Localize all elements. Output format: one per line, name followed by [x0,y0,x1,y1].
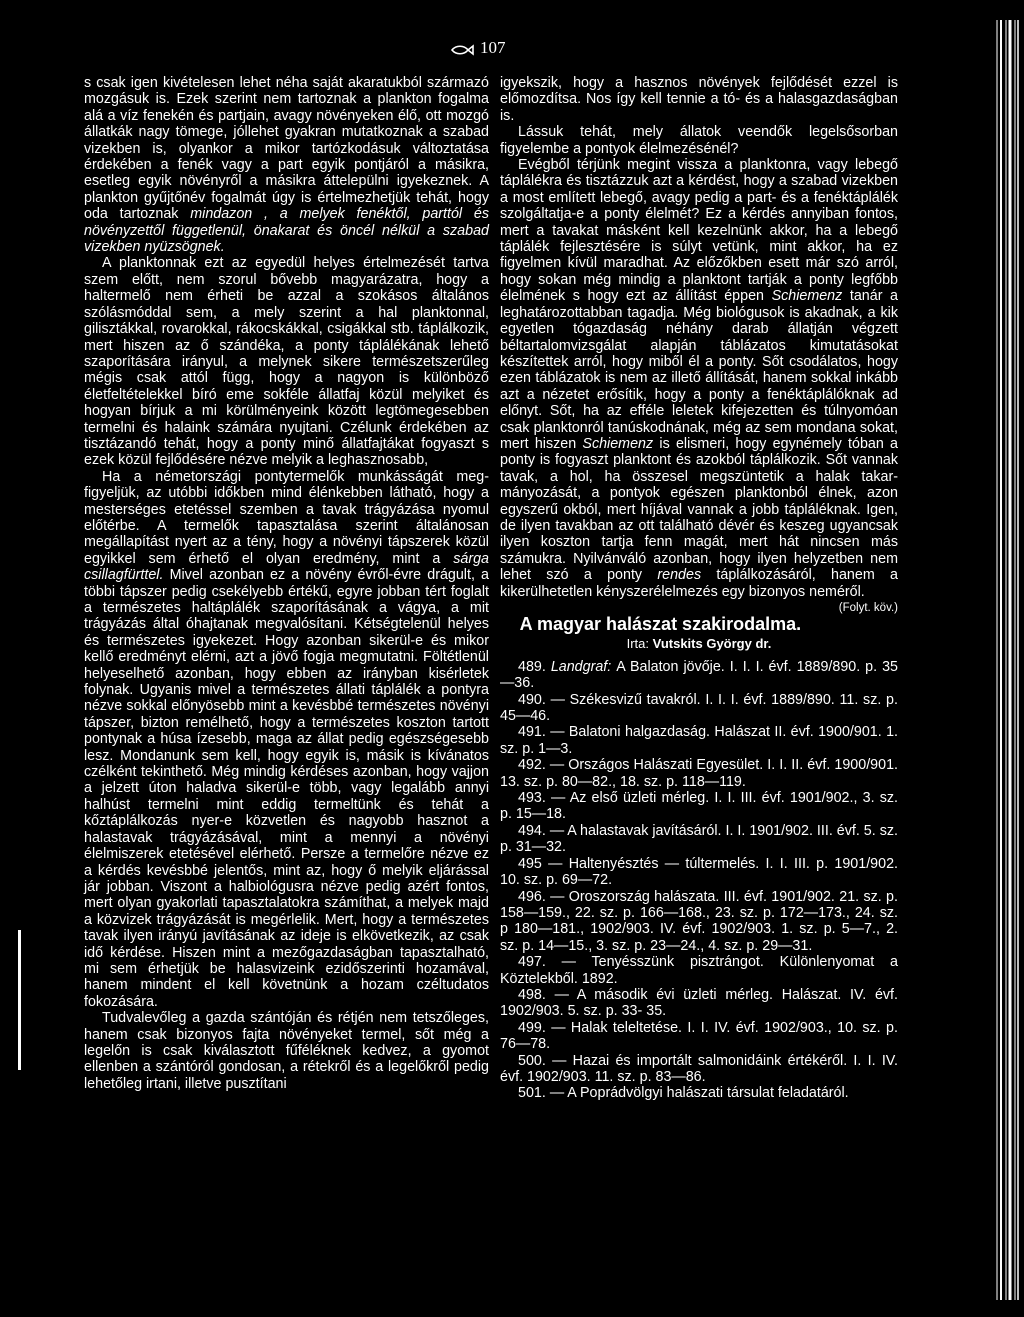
bibliography-entry: 495 — Haltenyésztés — túltermelés. I. I. III. p. 1901/902. 10. sz. p. 69—72. [500,855,898,889]
page-header [70,38,900,62]
continued-note: (Folyt. köv.) [838,602,898,614]
page-number: 107 [480,38,506,57]
bibliography-entry: 491. — Balatoni halgazdaság. Halászat II. évf. 1900/901. 1. sz. p. 1—3. [500,724,898,757]
page-edge-lines [994,20,1020,1300]
paragraph: s csak igen kivételesen lehet néha saját akaratukból származó mozgásuk is. Ezek szerint nem tartoznak a plankton fogalma alá a víz fenekén és partjain, avagy növényeken élő, ott mozgó állatkák nagy tömege, jóllehet gyakran mutatkoznak a szabad vizekben is, olyankor a mikor tartózkodásuk változtatása érdekében a fenék vagy a part egyik pontjáról a másikra, esetleg egyik növényről a másikra áttelepülni igyekeznek. A plankton gyűjtőnév fogalmát úgy is értelmezhetjük tehát, hogy oda tartoznak mindazon , a melyek fenéktől, parttól és növényzettől függetlenül, önakarat és öncél nélkül a szabad vizekben nyüzsögnek. [84,75,489,256]
paragraph: igyekszik, hogy a hasznos növények fejlődését ezzel is előmozdítsa. Nos így kell tennie a tó- és a halasgazdaságban is. [500,75,898,124]
paragraph: Tudvalevőleg a gazda szántóján és rétjén nem tetszőleges, hanem csak bizonyos fajta növényeket termel, sőt még a legelőn is csak kiválasztott fűféléknek kedvez, a gyomot ellenben a szántóról gondosan, a rétekről és a legelőkről pedig lehetőleg irtani, illetve pusztítani [84,1010,489,1092]
bibliography-entry: 494. — A halastavak javításáról. I. I. 1901/902. III. évf. 5. sz. p. 31—32. [500,822,898,856]
right-column [500,75,898,1102]
bibliography-entry: 493. — Az első üzleti mérleg. I. I. III. évf. 1901/902., 3. sz. p. 15—18. [500,790,898,823]
section-title: A magyar halászat szakirodalma. [519,614,802,634]
left-column [84,75,489,1092]
scan-artifact-line [18,930,21,1070]
bibliography-entry: 492. — Országos Halászati Egyesület. I. I. II. évf. 1900/901. 13. sz. p. 80—82., 18. sz. p. 118—119. [500,757,898,790]
bibliography-entry: 496. — Oroszország halászata. III. évf. 1901/902. 21. sz. p. 158—159., 22. sz. p. 166—168., 23. sz. p. 172—173., 24. sz. p 180—181., 1902/903. IV. évf. 1902/903. 1. sz. p. 5—7., 2. sz. p. 14—15., 3. sz. p. 23—24., 4. sz. p. 29—31. [500,888,898,954]
paragraph: Ha a németországi pontytermelők munkásságát megfigyeljük, az utóbbi időkben mind élénkebben látható, hogy a mesterséges etetéssel szemben a tavak trágyázása nyomul előtérbe. A termelők tapasztalása szerint általánosan megállapítást nyert az a tény, hogy a növényi tápszerek közül egyikkel sem érhető el olyan eredmény, mint a sárga csillagfürttel. Mivel azonban ez a növény évről-évre drágult, a többi tápszer pedig csekélyebb értékű, egyre jobban tért foglalt a természetes haltáplálék szaporításának a vágya, a mit trágyázás által óhajtanak megvalósítani. Kétségtelenül helyes és természetes igyekezet. Hogy azonban sikerül-e és mikor kellő eredményt elérni, azt a jövő fogja megmutatni. Föltétlenül helyeselhető azonban, hogy ebben az irányban kisérletek folynak. Ugyanis mivel a természetes állati táplálék a pontyra nézve sokkal előnyösebb mint a kevésbbé természetes növényi tápszer, bizton remélhető, hogy a természetes koszton tartott pontynak a húsa ízesebb, maga az állat pedig egészségesebb lesz. Mondanunk sem kell, hogy egyik is, másik is kívánatos czélként tekinthető. Még mindig kérdéses azonban, hogy vajjon a jelzett úton haladva sikerül-e több, vagy legalább annyi halhúst termelni mint eddig termeltünk és tehát a kőztáplálkozás nyer-e közvetlen és nagyobb hasznot a halastavak trágyázásával, mint a mennyi a növényi élelmiszerek etetésével elérhető. Persze a termelőre nézve ez a kérdés kevésbbé jelentős, mint az, hogy ő melyik eljárással jár jobban. Viszont a halbiológusra nézve pedig azért fontos, mert olyan gyakorlati tapasztalatokra számíthat, a melyek majd a közvizek trágyázását is megérlelik. Mert, hogy a természetes tavak ilyen irányú javításának az ideje is elkövetkezik, az csak idő kérdése. Hiszen mint a mezőgazdaságban tapasztalható, mi sem érhetjük be halasvizeink ezidőszerinti hozamával, hanem mindent el kell követnünk a hozam czéltudatos fokozására. [84,468,489,1010]
bibliography-entry: 497. — Tenyésszünk pisztrángot. Különlenyomat a Köztelekből. 1892. [500,954,898,987]
paragraph: Evégből térjünk megint vissza a planktonra, vagy lebegő táplálékra és tisztázzuk azt a kérdést, hogy a szabad vizekben a most említett lebegő, avagy pedig a part- és a fenéktáplálék szolgáltatja-e a ponty élelmét? Ez a kérdés annyiban fontos, mert a tavakat másként kell kezelnünk akkor, ha a lebegő táplálék fejlesztésére is súlyt vetünk, mint akkor, ha ez figyelmen kívül maradhat. Az előzőkben esett már szó arról, hogy sokan még mindig a planktont tartják a ponty legfőbb élelmének s hogy ezt az állítást éppen Schiemenz tanár a leghatározottabban tagadja. Még biológusok is akadnak, a kik egyetlen tógazdaság néhány darab állatján végzett béltartalomvizsgálat alapján táblázatos kimutatásokat készítettek arról, hogy miből él a ponty. Sőt csodálatos, hogy ezen táblázatok is nem az illető állítását, hanem sokkal inkább azt a nézetet erősítik, hogy a ponty a fenéktáplálóknak ad előnyt. Sőt, ha az efféle leletek kifejezetten és túlnyomóan csak planktonról tanúskodnának, még az sem mondana sokat, mert hiszen Schiemenz is elismeri, hogy egynémely tóban a ponty is fogyaszt planktont és azokból táplálkozik. Sőt vannak tavak, a hol, ha összesel megszüntetik a halak takarmányozását, a pontyok egészen planktonból élnek, azon egyszerű okból, mert híjával vannak a jobb tápláléknak. Igen, de ilyen tavakban az ott található dévér és keszeg ugyancsak ilyen koszton tartja fenn magát, mert hát nincsen más számukra. Nyilvánváló azonban, hogy ilyen helyzetben nem lehet szó a ponty rendes táplálkozásáról, hanem a kikerülhetetlen kényszerélelmezés egy bizonyos neméről. (Folyt. köv.) [500,157,898,600]
bibliography-entry: 500. — Hazai és importált salmonidáink értékéről. I. I. IV. évf. 1902/903. 11. sz. p. 83—86. [500,1052,898,1085]
bibliography-list [500,659,898,1102]
bibliography-entry: 489. Landgraf: A Balaton jövője. I. I. I. évf. 1889/890. p. 35—36. [500,658,898,692]
section-author: Irta: Vutskits György dr. [626,636,772,652]
bibliography-entry: 499. — Halak teleltetése. I. I. IV. évf. 1902/903., 10. sz. p. 76—78. [500,1019,898,1053]
fish-icon [450,44,474,56]
bibliography-entry: 498. — A második évi üzleti mérleg. Halászat. IV. évf. 1902/903. 5. sz. p. 33- 35. [500,986,898,1020]
paragraph: Lássuk tehát, mely állatok veendők legelsősorban figyelembe a pontyok élelmezésénél? [500,124,898,157]
bibliography-entry: 490. — Székesvizű tavakról. I. I. I. évf. 1889/890. 11. sz. p. 45—46. [500,691,898,725]
paragraph: A planktonnak ezt az egyedül helyes értelmezését tartva szem előtt, nem szorul bővebb magyarázatra, hogy a haltermelő nem érheti be azzal a szokásos általános szólásmóddal sem, a mely szerint a hal planktonnal, gilisztákkal, rovarokkal, rákocskákkal, csigákkal stb. táplálkozik, mert hiszen az ő szándéka, a ponty táplálékának lehető szaporítására irányul, a melynek sikere természetszerűleg mégis csak attól függ, hogy a nagyon is különböző életfeltételekkel bíró eme sokféle állatfaj közül melyiket és hogyan bírjuk a mi körülményeink között legtömegesebben termelni és halaink számára nyujtani. Czélunk érdekében az tisztázandó tehát, hogy a ponty minő állatfajtákat fogyaszt s ezek közül fejlődésére nézve melyik a leghasznosabb, [84,255,489,469]
bibliography-entry: 501. — A Poprádvölgyi halászati társulat feladatáról. [518,1085,849,1102]
